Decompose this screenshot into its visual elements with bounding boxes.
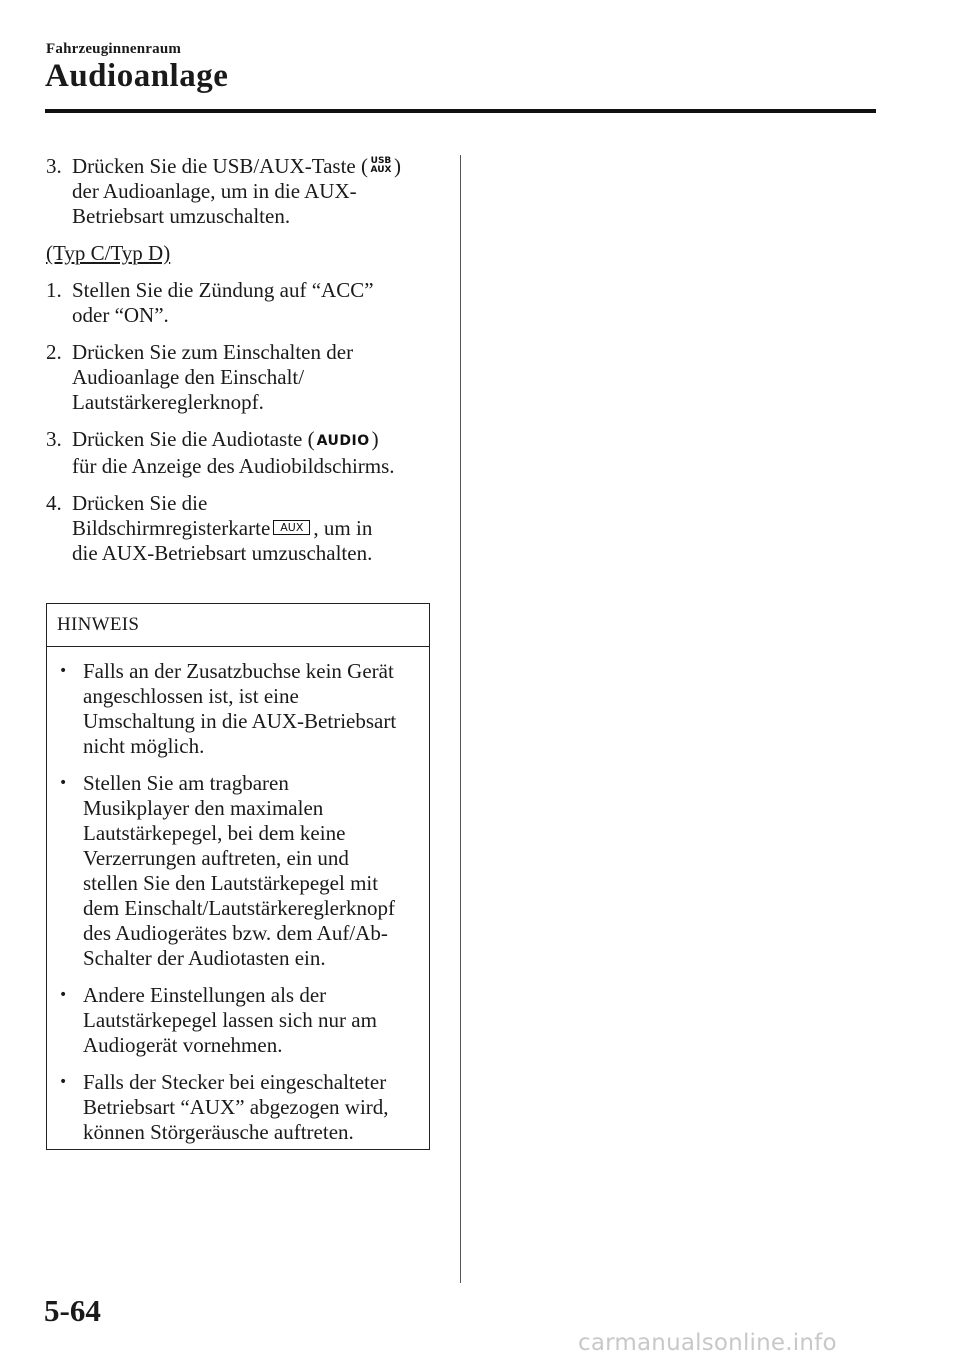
step-number: 1. <box>46 278 62 302</box>
step-number: 3. <box>46 427 62 451</box>
note-text: nicht möglich. <box>83 734 205 758</box>
step-text: Drücken Sie die USB/AUX-Taste ( <box>72 154 368 178</box>
note-text: Audiogerät vornehmen. <box>83 1033 283 1057</box>
note-text: Stellen Sie am tragbaren <box>83 771 289 795</box>
step-text: für die Anzeige des Audiobildschirms. <box>72 454 395 478</box>
note-text: angeschlossen ist, ist eine <box>83 684 299 708</box>
note-text: Verzerrungen auftreten, ein und <box>83 846 349 870</box>
step-3 <box>46 427 436 479</box>
note-text: des Audiogerätes bzw. dem Auf/Ab- <box>83 921 388 945</box>
left-column <box>46 154 436 578</box>
note-text: Falls der Stecker bei eingeschalteter <box>83 1070 387 1094</box>
bullet-icon: • <box>59 1074 68 1090</box>
note-text: Musikplayer den maximalen <box>83 796 324 820</box>
step-text: der Audioanlage, um in die AUX- <box>72 179 357 203</box>
audio-button-icon: AUDIO <box>316 433 370 449</box>
page-title: Audioanlage <box>45 58 229 94</box>
step-text: oder “ON”. <box>72 303 169 327</box>
bullet-icon: • <box>59 987 68 1003</box>
step-text: Audioanlage den Einschalt/ <box>72 365 305 389</box>
page-number: 5-64 <box>44 1293 101 1328</box>
step-text: Betriebsart umzuschalten. <box>72 204 291 228</box>
step-text: Lautstärkereglerknopf. <box>72 390 264 414</box>
step-text: die AUX-Betriebsart umzuschalten. <box>72 541 373 565</box>
step-4 <box>46 491 436 566</box>
note-text: dem Einschalt/Lautstärkereglerknopf <box>83 896 395 920</box>
step-number: 3. <box>46 154 62 178</box>
type-heading: (Typ C/Typ D) <box>46 241 171 265</box>
note-list <box>47 647 429 1145</box>
step-text: , um in <box>313 516 373 540</box>
bullet-icon: • <box>59 663 68 679</box>
note-text: Andere Einstellungen als der <box>83 983 327 1007</box>
step-text: ) <box>371 427 379 451</box>
note-text: stellen Sie den Lautstärkepegel mit <box>83 871 379 895</box>
step-text: Drücken Sie die Audiotaste ( <box>72 427 315 451</box>
step-text: Bildschirmregisterkarte <box>72 516 271 540</box>
note-item <box>57 659 421 759</box>
note-item <box>57 983 421 1058</box>
note-text: Betriebsart “AUX” abgezogen wird, <box>83 1095 389 1119</box>
note-item <box>57 771 421 971</box>
title-rule <box>45 109 876 113</box>
note-text: Umschaltung in die AUX-Betriebsart <box>83 709 397 733</box>
step-text: Drücken Sie zum Einschalten der <box>72 340 354 364</box>
note-text: Falls an der Zusatzbuchse kein Gerät <box>83 659 394 683</box>
usb-aux-button-icon: USB AUX <box>370 156 392 175</box>
step-3-usb-aux <box>46 154 436 229</box>
note-text: Schalter der Audiotasten ein. <box>83 946 326 970</box>
step-number: 2. <box>46 340 62 364</box>
note-box <box>46 603 430 1150</box>
bullet-icon: • <box>59 775 68 791</box>
watermark: carmanualsonline.info <box>578 1330 837 1356</box>
step-1 <box>46 278 436 328</box>
note-item <box>57 1070 421 1145</box>
aux-tab-icon: AUX <box>273 520 310 535</box>
note-heading: HINWEIS <box>47 604 429 647</box>
column-divider <box>460 155 461 1283</box>
note-text: Lautstärkepegel, bei dem keine <box>83 821 346 845</box>
note-text: Lautstärkepegel lassen sich nur am <box>83 1008 377 1032</box>
step-text: Stellen Sie die Zündung auf “ACC” <box>72 278 374 302</box>
step-text: Drücken Sie die <box>72 491 208 515</box>
step-text: ) <box>393 154 401 178</box>
note-text: können Störgeräusche auftreten. <box>83 1120 354 1144</box>
step-number: 4. <box>46 491 62 515</box>
step-2 <box>46 340 436 415</box>
section-label: Fahrzeuginnenraum <box>46 41 182 57</box>
